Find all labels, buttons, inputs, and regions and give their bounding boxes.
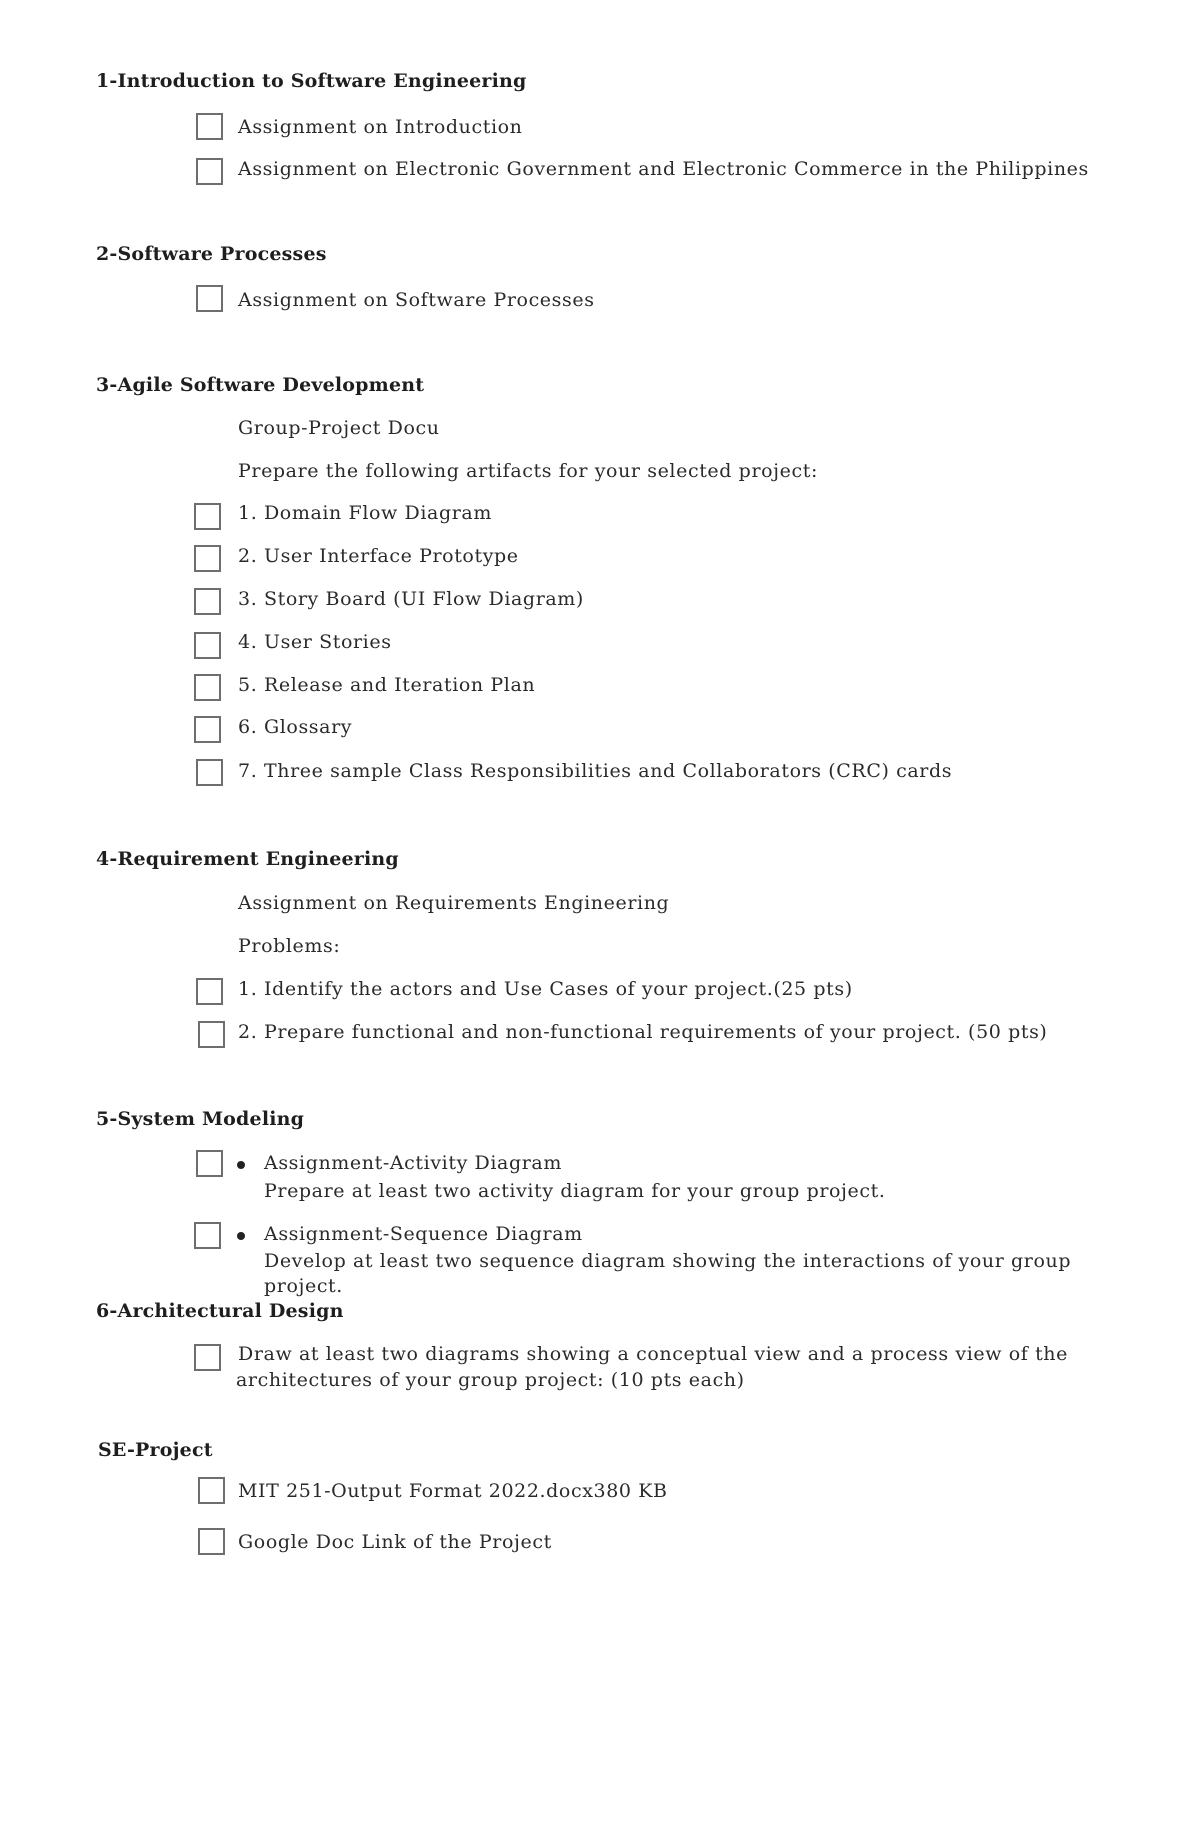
section-heading-requirement-engineering: 4-Requirement Engineering <box>96 848 399 870</box>
section-heading-se-project: SE-Project <box>98 1439 213 1461</box>
note-prepare-artifacts: Prepare the following artifacts for your selected project: <box>238 460 818 482</box>
item-label-sequence-diagram[interactable]: Assignment-Sequence Diagram <box>264 1223 583 1245</box>
checkbox-architecture-diagrams[interactable] <box>194 1344 221 1371</box>
item-label-assignment-egov-ecommerce[interactable]: Assignment on Electronic Government and Electronic Commerce in the Philippines <box>238 158 1089 180</box>
item-desc-activity-diagram: Prepare at least two activity diagram for your group project. <box>264 1180 886 1202</box>
bullet-icon <box>237 1161 245 1169</box>
item-label-ui-prototype[interactable]: 2. User Interface Prototype <box>238 545 519 567</box>
item-label-user-stories[interactable]: 4. User Stories <box>238 631 392 653</box>
item-label-glossary[interactable]: 6. Glossary <box>238 716 353 738</box>
checkbox-user-stories[interactable] <box>194 632 221 659</box>
checkbox-ui-prototype[interactable] <box>194 545 221 572</box>
checkbox-story-board[interactable] <box>194 588 221 615</box>
item-label-architecture-diagrams-line2[interactable]: architectures of your group project: (10 pts each) <box>236 1369 745 1391</box>
item-desc-sequence-diagram-line1: Develop at least two sequence diagram showing the interactions of your group <box>264 1250 1072 1272</box>
section-heading-architectural-design: 6-Architectural Design <box>96 1300 344 1322</box>
item-desc-sequence-diagram-line2: project. <box>264 1275 343 1297</box>
checkbox-google-doc-link[interactable] <box>198 1528 225 1555</box>
checkbox-domain-flow-diagram[interactable] <box>194 503 221 530</box>
checkbox-output-format-file[interactable] <box>198 1477 225 1504</box>
item-label-crc-cards[interactable]: 7. Three sample Class Responsibilities and Collaborators (CRC) cards <box>238 760 953 782</box>
item-label-architecture-diagrams-line1[interactable]: Draw at least two diagrams showing a conceptual view and a process view of the <box>238 1343 1068 1365</box>
item-label-release-iteration-plan[interactable]: 5. Release and Iteration Plan <box>238 674 536 696</box>
checkbox-assignment-software-processes[interactable] <box>196 285 223 312</box>
bullet-icon <box>237 1232 245 1240</box>
item-label-functional-requirements[interactable]: 2. Prepare functional and non-functional requirements of your project. (50 pts) <box>238 1021 1048 1043</box>
checkbox-crc-cards[interactable] <box>196 759 223 786</box>
item-label-assignment-introduction[interactable]: Assignment on Introduction <box>238 116 523 138</box>
section-heading-introduction: 1-Introduction to Software Engineering <box>96 70 527 92</box>
checkbox-activity-diagram[interactable] <box>196 1150 223 1177</box>
item-label-activity-diagram[interactable]: Assignment-Activity Diagram <box>264 1152 562 1174</box>
section-heading-software-processes: 2-Software Processes <box>96 243 327 265</box>
checkbox-assignment-egov-ecommerce[interactable] <box>196 158 223 185</box>
note-group-project-docu: Group-Project Docu <box>238 417 440 439</box>
item-label-story-board[interactable]: 3. Story Board (UI Flow Diagram) <box>238 588 584 610</box>
checkbox-actors-use-cases[interactable] <box>196 978 223 1005</box>
item-label-output-format-file[interactable]: MIT 251-Output Format 2022.docx380 KB <box>238 1480 668 1502</box>
note-problems: Problems: <box>238 935 341 957</box>
checkbox-glossary[interactable] <box>194 716 221 743</box>
checkbox-release-iteration-plan[interactable] <box>194 674 221 701</box>
checkbox-assignment-introduction[interactable] <box>196 113 223 140</box>
section-heading-system-modeling: 5-System Modeling <box>96 1108 305 1130</box>
checkbox-sequence-diagram[interactable] <box>194 1222 221 1249</box>
note-assignment-requirements: Assignment on Requirements Engineering <box>238 892 670 914</box>
item-label-google-doc-link[interactable]: Google Doc Link of the Project <box>238 1531 552 1553</box>
section-heading-agile: 3-Agile Software Development <box>96 374 425 396</box>
item-label-assignment-software-processes[interactable]: Assignment on Software Processes <box>238 289 595 311</box>
item-label-domain-flow-diagram[interactable]: 1. Domain Flow Diagram <box>238 502 492 524</box>
item-label-actors-use-cases[interactable]: 1. Identify the actors and Use Cases of your project.(25 pts) <box>238 978 853 1000</box>
checkbox-functional-requirements[interactable] <box>198 1021 225 1048</box>
